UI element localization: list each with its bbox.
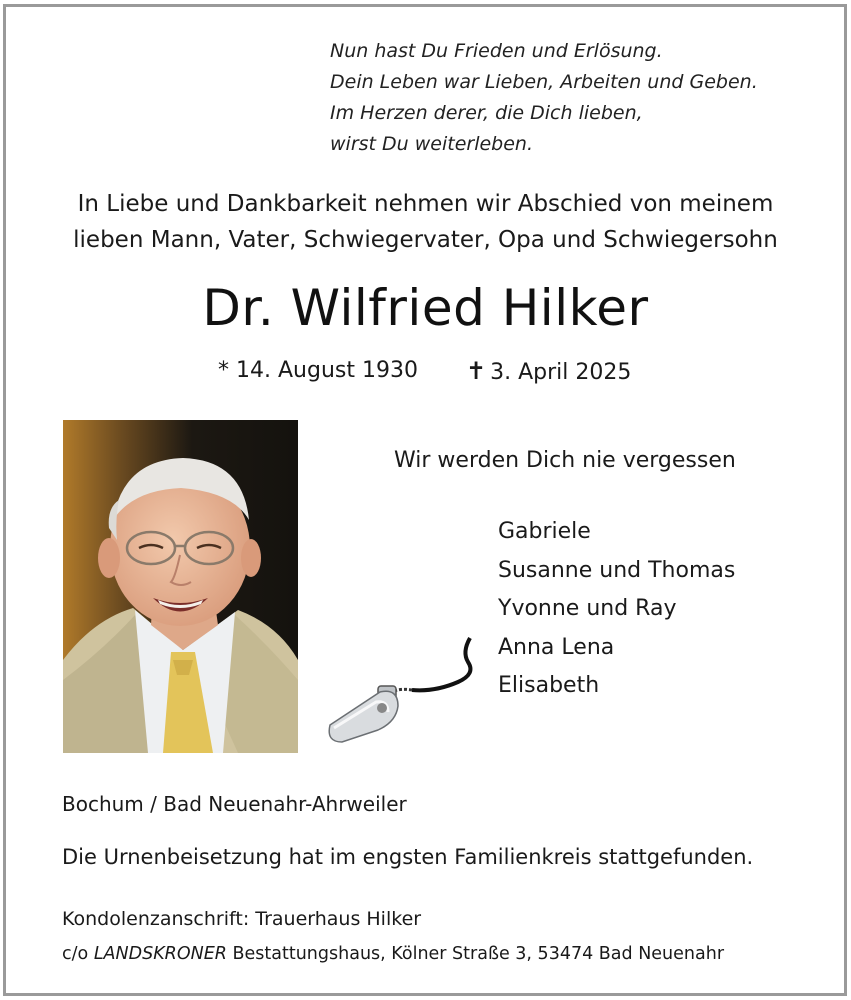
urn-notice: Die Urnenbeisetzung hat im engsten Familienkreis stattgefunden.: [62, 845, 754, 869]
birth-symbol: *: [218, 358, 229, 383]
poem-line: Nun hast Du Frieden und Erlösung.: [330, 40, 663, 62]
poem-line: Im Herzen derer, die Dich lieben,: [330, 102, 643, 124]
funeral-home-brand: LANDSKRONER: [93, 944, 227, 964]
poem-line: Dein Leben war Lieben, Arbeiten und Geben.: [330, 71, 758, 93]
address-prefix: c/o: [62, 944, 89, 964]
funeral-home-address: [62, 941, 724, 967]
death-date: [466, 356, 631, 388]
intro-line: lieben Mann, Vater, Schwiegervater, Opa und Schwiegersohn: [73, 227, 778, 253]
poem: [330, 36, 758, 160]
place-line: Bochum / Bad Neuenahr-Ahrweiler: [62, 792, 407, 816]
family-member: Elisabeth: [498, 673, 600, 698]
family-list: [498, 513, 735, 706]
deceased-name: Dr. Wilfried Hilker: [202, 279, 649, 337]
birth-date: [218, 356, 418, 386]
family-member: Yvonne und Ray: [498, 596, 677, 621]
condolence-address-label: Kondolenzanschrift: Trauerhaus Hilker: [62, 908, 422, 930]
family-member: Gabriele: [498, 519, 591, 544]
tagline: Wir werden Dich nie vergessen: [394, 448, 736, 473]
intro-line: In Liebe und Dankbarkeit nehmen wir Abschied von meinem: [77, 191, 774, 217]
intro-text: [0, 186, 851, 258]
address-rest: Bestattungshaus, Kölner Straße 3, 53474 Bad Neuenahr: [232, 944, 725, 964]
birth-date-value: 14. August 1930: [236, 358, 418, 383]
poem-line: wirst Du weiterleben.: [330, 133, 533, 155]
portrait-photo: [63, 420, 298, 753]
family-member: Anna Lena: [498, 634, 615, 660]
whistle-icon: [320, 630, 490, 745]
death-date-value: 3. April 2025: [490, 360, 632, 385]
cross-icon: ✝: [466, 357, 487, 385]
family-member: Susanne und Thomas: [498, 557, 736, 583]
